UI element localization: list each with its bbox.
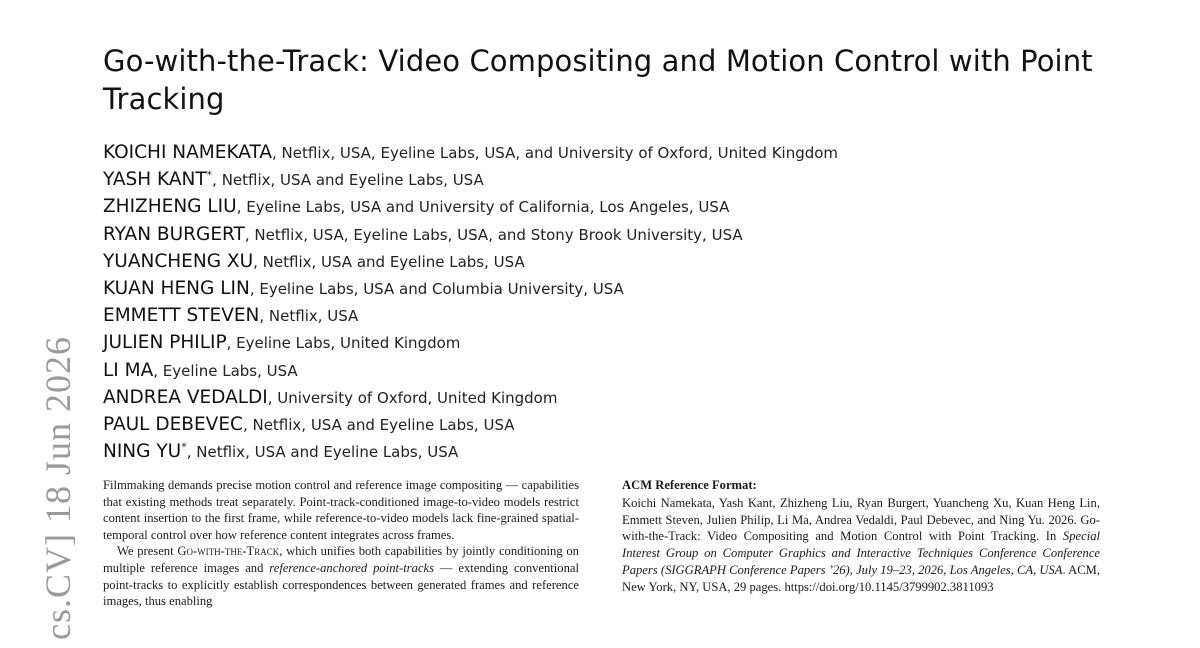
author-entry — [103, 438, 1153, 465]
acm-reference-format — [622, 477, 1100, 596]
author-name: NING YU — [103, 441, 182, 463]
author-name: EMMETT STEVEN — [103, 305, 260, 327]
author-footnote-mark: * — [206, 168, 213, 182]
author-affiliation: , Eyeline Labs, USA and University of California, Los Angeles, USA — [236, 198, 730, 217]
author-entry — [103, 329, 1153, 356]
abstract-text: We present — [117, 544, 178, 559]
author-name: ZHIZHENG LIU — [103, 196, 237, 218]
author-name: RYAN BURGERT — [103, 223, 245, 245]
method-name: Go-with-the-Track — [177, 544, 280, 559]
author-name: YUANCHENG XU — [103, 250, 254, 272]
author-entry — [103, 248, 1153, 275]
author-entry — [103, 384, 1153, 411]
author-list — [103, 139, 1153, 465]
paper-title: Go-with-the-Track: Video Compositing and Motion Control with Point Tracking — [103, 44, 1093, 116]
author-name: KUAN HENG LIN — [103, 277, 250, 299]
author-name: PAUL DEBEVEC — [103, 413, 243, 435]
author-name: YASH KANT — [103, 169, 207, 191]
author-entry — [103, 302, 1153, 329]
acm-reference-body — [622, 495, 1100, 596]
acm-reference-heading: ACM Reference Format: — [622, 478, 757, 492]
author-name: KOICHI NAMEKATA — [103, 142, 272, 163]
abstract-paragraph-2 — [103, 543, 579, 609]
emphasized-term: reference-anchored point-tracks — [269, 560, 434, 575]
author-affiliation: , Eyeline Labs, United Kingdom — [226, 334, 461, 353]
author-entry — [103, 139, 1153, 166]
author-affiliation: , Netflix, USA, Eyeline Labs, USA, and University of Oxford, United Kingdom — [272, 144, 839, 162]
acm-reference-text: Koichi Namekata, Yash Kant, Zhizheng Liu, Ryan Burgert, Yuancheng Xu, Kuan Heng Lin, Emmett Steven, Julien Philip, Li Ma, Andrea Vedaldi, Paul Debevec, and Ning Yu. 2026. Go-with-the-Track: Video Compositing and Motion Control with Point Tracking. In — [622, 495, 1100, 544]
author-affiliation: , Eyeline Labs, USA — [153, 361, 298, 380]
author-entry — [103, 411, 1153, 438]
author-affiliation: , Netflix, USA — [259, 307, 359, 326]
author-affiliation: , Netflix, USA and Eyeline Labs, USA — [242, 415, 515, 434]
acm-reference-text: . ACM, New York, NY, USA, 29 pages. https://doi.org/10.1145/3799902.3811093 — [622, 562, 1100, 594]
author-entry — [103, 221, 1153, 248]
author-affiliation: , University of Oxford, United Kingdom — [267, 388, 558, 407]
author-name: LI MA — [103, 359, 154, 381]
author-name: JULIEN PHILIP — [103, 332, 227, 354]
author-affiliation: , Netflix, USA and Eyeline Labs, USA — [253, 252, 525, 271]
author-affiliation: , Netflix, USA and Eyeline Labs, USA — [212, 171, 484, 190]
author-entry — [103, 275, 1153, 302]
author-entry — [103, 166, 1153, 193]
author-affiliation: , Netflix, USA, Eyeline Labs, USA, and Stony Brook University, USA — [244, 225, 743, 244]
author-name: ANDREA VEDALDI — [103, 386, 268, 408]
author-entry — [103, 357, 1153, 384]
abstract-paragraph-1: Filmmaking demands precise motion control and reference image compositing — capabilities that existing methods treat separately. Point-track-conditioned image-to-video models restrict content insertion to the first frame, while reference-to-video models lack fine-grained spatial-temporal control over how reference content integrates across frames. — [103, 478, 579, 542]
author-entry — [103, 193, 1153, 220]
arxiv-stamp: cs.CV] 18 Jun 2026 — [38, 336, 78, 640]
abstract-text: , which unifies both capabilities by jointly conditioning on multiple reference images and — [103, 544, 579, 575]
acm-reference-venue: Special Interest Group on Computer Graphics and Interactive Techniques Conference Conference Papers (SIGGRAPH Conference Papers ’26), July 19–23, 2026, Los Angeles, CA, USA — [622, 529, 1100, 577]
abstract — [103, 477, 579, 610]
author-footnote-mark: * — [181, 440, 187, 454]
author-affiliation: , Netflix, USA and Eyeline Labs, USA — [186, 443, 459, 462]
abstract-text: — extending conventional point-tracks to explicitly establish correspondences between generated frames and reference images, thus enabling — [103, 560, 579, 609]
author-affiliation: , Eyeline Labs, USA and Columbia University, USA — [249, 279, 624, 298]
